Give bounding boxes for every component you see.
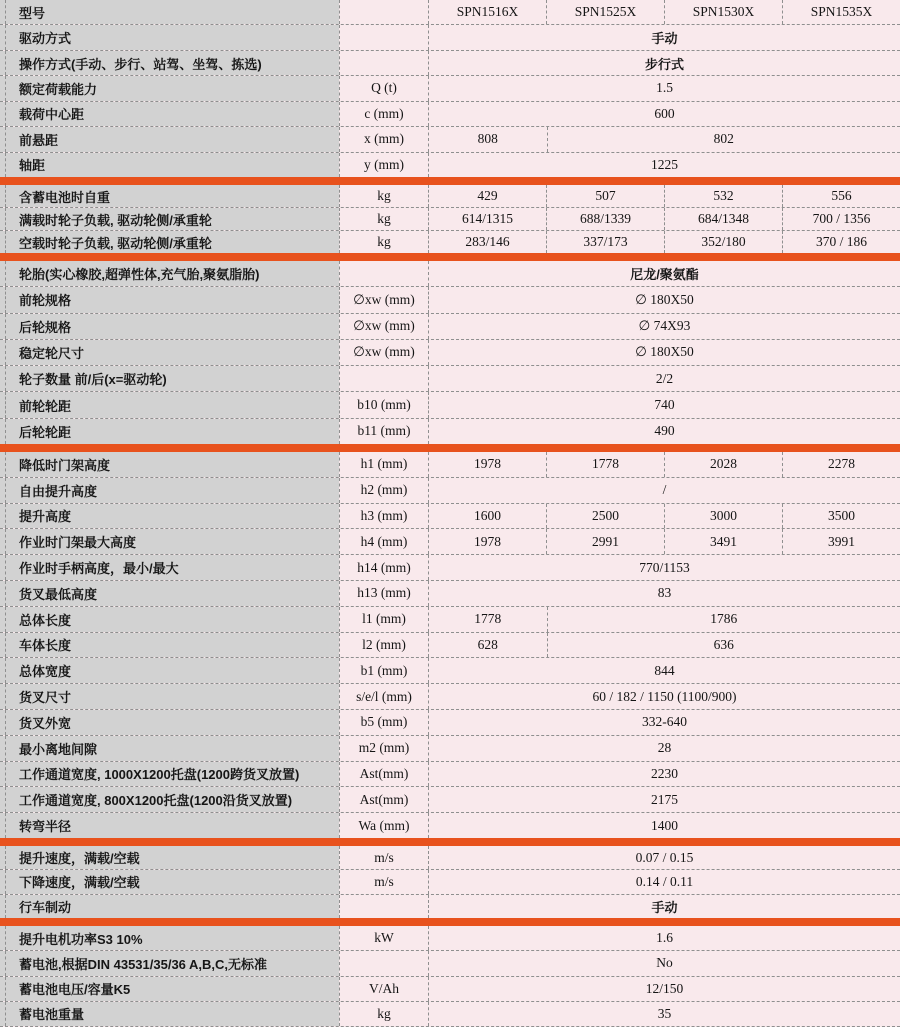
row-unit: ∅xw (mm) — [339, 340, 428, 365]
row-values — [428, 529, 900, 554]
section-divider-bar — [0, 918, 900, 926]
row-value-cell: 532 — [664, 185, 782, 207]
spec-row — [0, 153, 900, 177]
row-values — [428, 977, 900, 1001]
row-unit: kg — [339, 1002, 428, 1026]
row-label: 前轮轮距 — [5, 392, 339, 417]
row-unit: V/Ah — [339, 977, 428, 1001]
row-unit: b11 (mm) — [339, 419, 428, 444]
row-unit: l1 (mm) — [339, 607, 428, 632]
row-value-cell: 手动 — [651, 899, 678, 915]
spec-row — [0, 127, 900, 152]
row-label: 前悬距 — [5, 127, 339, 151]
row-label: 前轮规格 — [5, 287, 339, 312]
row-values — [428, 76, 900, 100]
row-unit: kg — [339, 231, 428, 253]
row-value-cell: 2175 — [651, 791, 678, 807]
row-value-cell: 352/180 — [664, 231, 782, 253]
spec-row — [0, 926, 900, 951]
row-value-cell: 1786 — [547, 607, 900, 632]
spec-row — [0, 419, 900, 444]
row-value-cell: 手动 — [651, 31, 678, 47]
row-label: 自由提升高度 — [5, 478, 339, 503]
row-value-cell: 0.07 / 0.15 — [635, 849, 694, 865]
row-unit — [339, 51, 428, 75]
row-label: 转弯半径 — [5, 813, 339, 838]
row-value-cell: 490 — [654, 423, 675, 439]
row-value-cell: 1978 — [474, 456, 501, 472]
row-label: 满载时轮子负载, 驱动轮侧/承重轮 — [5, 208, 339, 230]
row-unit: Wa (mm) — [339, 813, 428, 838]
row-value-cell: 1.5 — [656, 80, 673, 96]
spec-row — [0, 314, 900, 340]
row-label: 蓄电池,根据DIN 43531/35/36 A,B,C,无标准 — [5, 951, 339, 975]
row-label: 货叉最低高度 — [5, 581, 339, 606]
row-label: 操作方式(手动、步行、站驾、坐驾、拣选) — [5, 51, 339, 75]
spec-row — [0, 684, 900, 710]
spec-row — [0, 762, 900, 788]
row-unit: Ast(mm) — [339, 762, 428, 787]
spec-row — [0, 736, 900, 762]
row-unit: h14 (mm) — [339, 555, 428, 580]
spec-row — [0, 658, 900, 684]
row-label: 轴距 — [5, 153, 339, 177]
row-unit: ∅xw (mm) — [339, 287, 428, 312]
table-section — [0, 0, 900, 177]
row-unit: h13 (mm) — [339, 581, 428, 606]
row-unit: l2 (mm) — [339, 633, 428, 658]
row-values — [428, 287, 900, 312]
row-label: 提升速度，满载/空载 — [5, 846, 339, 869]
row-label: 驱动方式 — [5, 25, 339, 49]
row-label: 总体宽度 — [5, 658, 339, 683]
row-unit — [339, 0, 428, 24]
row-label: 下降速度，满载/空载 — [5, 870, 339, 893]
row-label: 总体长度 — [5, 607, 339, 632]
row-unit: ∅xw (mm) — [339, 314, 428, 339]
row-unit: m2 (mm) — [339, 736, 428, 761]
spec-row — [0, 185, 900, 208]
row-unit: x (mm) — [339, 127, 428, 151]
row-value-cell: 1778 — [474, 611, 502, 627]
spec-row — [0, 846, 900, 870]
row-values — [428, 633, 900, 658]
table-section — [0, 185, 900, 253]
section-divider-bar — [0, 177, 900, 185]
row-value-cell: 844 — [654, 662, 675, 678]
row-value-cell: 3000 — [664, 504, 782, 529]
row-value-cell: 628 — [477, 636, 498, 652]
spec-row — [0, 951, 900, 976]
row-value-cell: SPN1535X — [782, 0, 900, 24]
row-value-cell: 2500 — [546, 504, 664, 529]
spec-row — [0, 287, 900, 313]
row-unit: kg — [339, 208, 428, 230]
row-values — [428, 419, 900, 444]
row-unit: kW — [339, 926, 428, 950]
row-value-cell: 700 / 1356 — [782, 208, 900, 230]
row-label: 蓄电池电压/容量K5 — [5, 977, 339, 1001]
spec-row — [0, 607, 900, 633]
spec-row — [0, 261, 900, 287]
spec-row — [0, 76, 900, 101]
row-value-cell: 740 — [654, 397, 675, 413]
spec-row — [0, 366, 900, 392]
row-label: 蓄电池重量 — [5, 1002, 339, 1026]
row-label: 工作通道宽度, 800X1200托盘(1200沿货叉放置) — [5, 787, 339, 812]
row-value-cell: 556 — [782, 185, 900, 207]
row-label: 空载时轮子负载, 驱动轮侧/承重轮 — [5, 231, 339, 253]
row-label: 作业时手柄高度，最小/最大 — [5, 555, 339, 580]
row-value-cell: 2278 — [782, 452, 900, 477]
row-values — [428, 392, 900, 417]
row-label: 含蓄电池时自重 — [5, 185, 339, 207]
row-label: 提升高度 — [5, 504, 339, 529]
spec-row — [0, 787, 900, 813]
row-values — [428, 366, 900, 391]
row-unit: m/s — [339, 846, 428, 869]
row-values — [428, 846, 900, 869]
row-unit: b5 (mm) — [339, 710, 428, 735]
row-values — [428, 504, 900, 529]
row-values — [428, 710, 900, 735]
row-value-cell: 尼龙/聚氨酯 — [630, 267, 699, 283]
row-unit: m/s — [339, 870, 428, 893]
row-value-cell: ∅ 180X50 — [635, 344, 694, 360]
row-value-cell: SPN1525X — [546, 0, 664, 24]
spec-row — [0, 51, 900, 76]
row-unit — [339, 25, 428, 49]
row-values — [428, 340, 900, 365]
row-value-cell: 688/1339 — [546, 208, 664, 230]
row-values — [428, 314, 900, 339]
row-value-cell: 2230 — [651, 765, 678, 781]
row-value-cell: 28 — [657, 740, 672, 756]
row-value-cell: SPN1530X — [664, 0, 782, 24]
row-values — [428, 762, 900, 787]
row-values — [428, 185, 900, 207]
row-label: 货叉尺寸 — [5, 684, 339, 709]
row-label: 工作通道宽度, 1000X1200托盘(1200跨货叉放置) — [5, 762, 339, 787]
spec-row — [0, 813, 900, 838]
spec-row — [0, 529, 900, 555]
row-unit — [339, 951, 428, 975]
row-value-cell: 83 — [657, 585, 672, 601]
row-label: 额定荷载能力 — [5, 76, 339, 100]
row-value-cell: 1600 — [474, 507, 501, 523]
row-value-cell: 283/146 — [465, 234, 510, 249]
spec-row — [0, 102, 900, 127]
row-value-cell: 614/1315 — [461, 211, 513, 226]
row-value-cell: 1400 — [651, 817, 678, 833]
row-values — [428, 261, 900, 286]
row-values — [428, 555, 900, 580]
row-value-cell: ∅ 74X93 — [638, 318, 691, 334]
row-values — [428, 926, 900, 950]
row-values — [428, 1002, 900, 1026]
row-value-cell: 12/150 — [645, 980, 684, 996]
row-unit: h4 (mm) — [339, 529, 428, 554]
row-value-cell: 2028 — [664, 452, 782, 477]
spec-row — [0, 392, 900, 418]
row-value-cell: 770/1153 — [639, 559, 690, 575]
spec-row — [0, 231, 900, 253]
row-values — [428, 478, 900, 503]
row-values — [428, 813, 900, 838]
row-unit: b10 (mm) — [339, 392, 428, 417]
section-divider-bar — [0, 444, 900, 452]
row-value-cell: 3991 — [782, 529, 900, 554]
spec-row — [0, 1002, 900, 1027]
row-values — [428, 658, 900, 683]
spec-row — [0, 504, 900, 530]
section-divider-bar — [0, 838, 900, 846]
row-unit: Q (t) — [339, 76, 428, 100]
spec-row — [0, 895, 900, 918]
row-value-cell: 802 — [547, 127, 900, 151]
row-value-cell: 35 — [657, 1005, 672, 1021]
row-label: 轮子数量 前/后(x=驱动轮) — [5, 366, 339, 391]
spec-row — [0, 25, 900, 50]
spec-row — [0, 633, 900, 659]
row-values — [428, 452, 900, 477]
row-value-cell: 步行式 — [644, 56, 684, 72]
row-value-cell: 507 — [546, 185, 664, 207]
row-label: 车体长度 — [5, 633, 339, 658]
row-unit — [339, 261, 428, 286]
row-value-cell: 684/1348 — [664, 208, 782, 230]
row-values — [428, 102, 900, 126]
row-values — [428, 736, 900, 761]
spec-row — [0, 870, 900, 894]
row-values — [428, 581, 900, 606]
row-value-cell: 429 — [477, 188, 498, 203]
row-values — [428, 895, 900, 918]
table-section — [0, 452, 900, 838]
section-divider-bar — [0, 253, 900, 261]
row-value-cell: 808 — [477, 131, 498, 147]
spec-row — [0, 452, 900, 478]
row-unit: s/e/l (mm) — [339, 684, 428, 709]
row-unit: h1 (mm) — [339, 452, 428, 477]
row-value-cell: / — [662, 482, 667, 498]
row-value-cell: 370 / 186 — [782, 231, 900, 253]
row-value-cell: 1225 — [651, 156, 678, 172]
row-label: 最小离地间隙 — [5, 736, 339, 761]
row-value-cell: SPN1516X — [456, 4, 519, 20]
row-unit: c (mm) — [339, 102, 428, 126]
spec-row — [0, 340, 900, 366]
row-value-cell: 1978 — [474, 533, 501, 549]
row-value-cell: 60 / 182 / 1150 (1100/900) — [592, 688, 737, 704]
row-values — [428, 208, 900, 230]
row-unit: h2 (mm) — [339, 478, 428, 503]
row-label: 轮胎(实心橡胶,超弹性体,充气胎,聚氨脂胎) — [5, 261, 339, 286]
row-unit: y (mm) — [339, 153, 428, 177]
row-unit — [339, 895, 428, 918]
row-values — [428, 951, 900, 975]
row-unit: kg — [339, 185, 428, 207]
row-values — [428, 25, 900, 49]
table-section — [0, 926, 900, 1027]
row-label: 行车制动 — [5, 895, 339, 918]
row-label: 提升电机功率S3 10% — [5, 926, 339, 950]
row-value-cell: 600 — [654, 105, 675, 121]
row-value-cell: 1.6 — [656, 930, 673, 946]
row-value-cell: 0.14 / 0.11 — [635, 873, 694, 889]
row-values — [428, 787, 900, 812]
row-label: 稳定轮尺寸 — [5, 340, 339, 365]
row-label: 货叉外宽 — [5, 710, 339, 735]
row-values — [428, 153, 900, 177]
row-value-cell: 3500 — [782, 504, 900, 529]
row-values — [428, 127, 900, 151]
spec-row — [0, 581, 900, 607]
row-unit: h3 (mm) — [339, 504, 428, 529]
spec-row — [0, 0, 900, 25]
table-section — [0, 261, 900, 444]
spec-row — [0, 710, 900, 736]
row-value-cell: 1778 — [546, 452, 664, 477]
spec-row — [0, 555, 900, 581]
row-value-cell: 3491 — [664, 529, 782, 554]
row-unit: Ast(mm) — [339, 787, 428, 812]
row-label: 后轮轮距 — [5, 419, 339, 444]
row-unit: b1 (mm) — [339, 658, 428, 683]
row-values — [428, 684, 900, 709]
row-value-cell: 332-640 — [642, 714, 687, 730]
row-value-cell: 337/173 — [546, 231, 664, 253]
row-value-cell: 2991 — [546, 529, 664, 554]
row-value-cell: 636 — [547, 633, 900, 658]
row-values — [428, 231, 900, 253]
row-label: 后轮规格 — [5, 314, 339, 339]
row-values — [428, 0, 900, 24]
spec-row — [0, 977, 900, 1002]
table-section — [0, 846, 900, 918]
row-value-cell: No — [656, 955, 673, 971]
row-value-cell: 2/2 — [655, 370, 674, 386]
row-label: 降低时门架高度 — [5, 452, 339, 477]
spec-row — [0, 208, 900, 231]
row-label: 作业时门架最大高度 — [5, 529, 339, 554]
row-values — [428, 607, 900, 632]
row-label: 型号 — [5, 0, 339, 24]
row-unit — [339, 366, 428, 391]
row-values — [428, 51, 900, 75]
row-value-cell: ∅ 180X50 — [635, 291, 694, 307]
row-label: 载荷中心距 — [5, 102, 339, 126]
row-values — [428, 870, 900, 893]
spec-row — [0, 478, 900, 504]
